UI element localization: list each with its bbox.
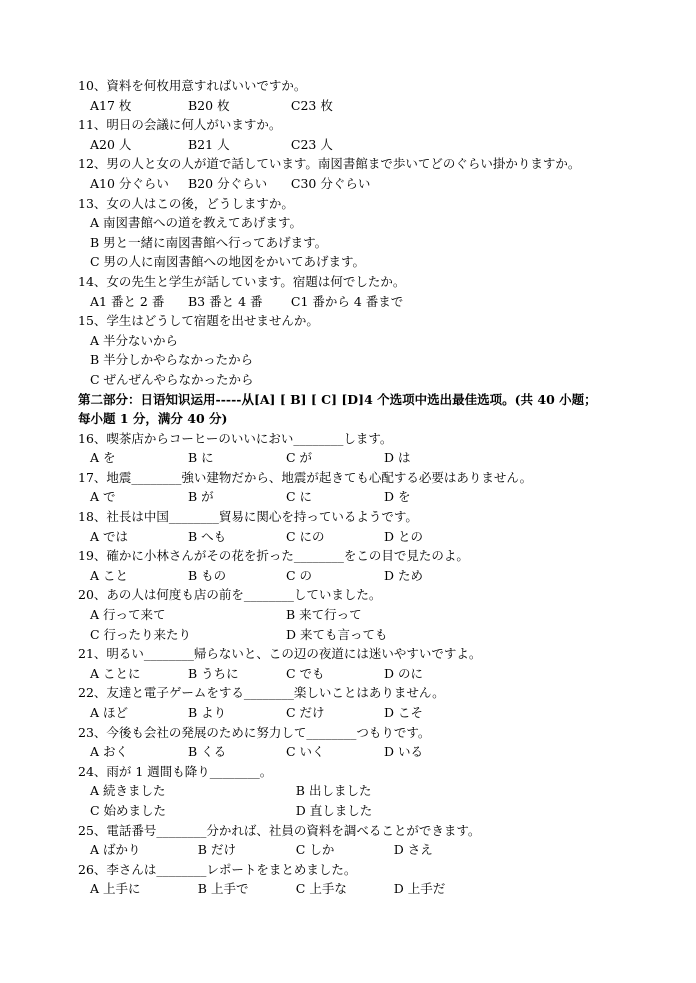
answer-option: A ことに: [90, 665, 141, 681]
question-text: 25、電話番号________分かれば、社員の資料を調べることができます。: [78, 822, 481, 838]
answer-option: C しか: [295, 842, 335, 858]
answer-option: C ぜんぜんやらなかったから: [90, 371, 254, 387]
answer-option: A で: [90, 489, 116, 505]
option-row: [78, 566, 658, 586]
answer-option: D を: [384, 489, 411, 505]
answer-option: C に: [286, 489, 313, 505]
answer-option: A を: [90, 450, 116, 466]
answer-option: A1 番と 2 番: [90, 293, 165, 309]
answer-option: B 来て行って: [286, 607, 362, 623]
answer-option: D との: [384, 528, 423, 544]
answer-option: B 半分しかやらなかったから: [90, 352, 254, 368]
question-text: 12、男の人と女の人が道で話しています。南図書館まで歩いてどのぐらい掛かりますか。: [78, 156, 581, 172]
option-row: [78, 801, 658, 821]
answer-option: C にの: [286, 528, 325, 544]
answer-option: B3 番と 4 番: [188, 293, 263, 309]
answer-option: C 上手な: [295, 881, 347, 897]
answer-option: C でも: [286, 665, 325, 681]
question-text: 20、あの人は何度も店の前を________していました。: [78, 587, 382, 603]
question-text: 21、明るい________帰らないと、この辺の夜道には迷いやすいですよ。: [78, 646, 482, 662]
question-text: 13、女の人はこの後，どうしますか。: [78, 195, 294, 211]
answer-option: A では: [90, 528, 129, 544]
answer-option: C 始めました: [90, 802, 167, 818]
section-heading: 第二部分：日语知识运用-----从[A] [ B] [ C] [D]4 个选项中选出最佳选项。(共 40 小题；: [78, 391, 597, 407]
answer-option: B 上手で: [197, 881, 249, 897]
answer-option: B が: [188, 489, 214, 505]
answer-option: C 行ったり来たり: [90, 626, 192, 642]
option-row: [78, 664, 658, 684]
option-row: [78, 703, 658, 723]
answer-option: A 南図書館への道を教えてあげます。: [90, 215, 303, 231]
answer-option: B に: [188, 450, 214, 466]
answer-option: C いく: [286, 744, 325, 760]
answer-option: B より: [188, 705, 227, 720]
question-text: 15、学生はどうして宿題を出せませんか。: [78, 313, 319, 329]
answer-option: A ほど: [90, 705, 129, 720]
answer-option: A10 分ぐらい: [90, 175, 169, 191]
option-row: [78, 487, 658, 507]
question-text: 14、女の先生と学生が話しています。宿題は何でしたか。: [78, 273, 406, 289]
answer-option: B だけ: [197, 842, 236, 858]
answer-option: B うちに: [188, 665, 239, 681]
option-row: [78, 135, 658, 155]
answer-option: B もの: [188, 567, 227, 583]
option-row: [78, 625, 658, 645]
answer-option: D こそ: [384, 705, 423, 720]
answer-option: B20 分ぐらい: [188, 175, 268, 191]
option-row: [78, 292, 658, 312]
answer-option: A ばかり: [90, 842, 141, 858]
answer-option: D 直しました: [295, 802, 373, 818]
question-text: 22、友達と電子ゲームをする________楽しいことはありません。: [78, 685, 445, 701]
answer-option: A20 人: [90, 136, 132, 152]
answer-option: A 上手に: [90, 881, 141, 897]
answer-option: C の: [286, 567, 313, 583]
answer-option: C 男の人に南図書館への地図をかいてあげます。: [90, 254, 366, 270]
answer-option: B くる: [188, 744, 227, 760]
question-text: 10、資料を何枚用意すればいいですか。: [78, 78, 307, 93]
option-row: [78, 879, 658, 899]
exam-content: [78, 76, 658, 899]
option-row: [78, 605, 658, 625]
question-text: 16、喫茶店からコーヒーのいいにおい________します。: [78, 430, 393, 446]
answer-option: D 来ても言っても: [286, 626, 388, 642]
answer-option: D 上手だ: [393, 881, 446, 897]
option-row: [78, 781, 658, 801]
option-row: [78, 840, 658, 860]
option-row: [78, 448, 658, 468]
option-row: [78, 96, 658, 116]
option-row: [78, 742, 658, 762]
answer-option: D ため: [384, 567, 423, 583]
answer-option: C だけ: [286, 705, 325, 720]
answer-option: B20 枚: [188, 97, 230, 113]
answer-option: A 行って来て: [90, 607, 166, 623]
option-row: [78, 174, 658, 194]
question-text: 23、今後も会社の発展のために努力して________つもりです。: [78, 724, 431, 740]
question-text: 17、地震________強い建物だから、地震が起きても心配する必要はありません。: [78, 469, 533, 485]
answer-option: B へも: [188, 528, 227, 544]
answer-option: B21 人: [188, 136, 230, 152]
answer-option: A おく: [90, 744, 129, 760]
question-text: 18、社長は中国________貿易に関心を持っているようです。: [78, 509, 418, 525]
answer-option: C23 枚: [290, 97, 333, 113]
answer-option: A 続きました: [90, 783, 166, 799]
option-row: [78, 527, 658, 547]
answer-option: D さえ: [393, 842, 433, 858]
answer-option: D は: [384, 450, 411, 466]
question-text: 19、確かに小林さんがその花を折った________をこの目で見たのよ。: [78, 548, 469, 564]
question-text: 26、李さんは________レポートをまとめました。: [78, 861, 357, 877]
answer-option: D いる: [384, 744, 423, 760]
answer-option: D のに: [384, 665, 423, 681]
answer-option: C23 人: [290, 136, 333, 152]
answer-option: C が: [286, 450, 313, 466]
answer-option: B 男と一緒に南図書館へ行ってあげます。: [90, 234, 328, 250]
answer-option: A 半分ないから: [90, 332, 179, 348]
question-text: 11、明日の会議に何人がいますか。: [78, 117, 282, 133]
answer-option: B 出しました: [295, 783, 372, 799]
question-text: 24、雨が 1 週間も降り________。: [78, 763, 273, 779]
answer-option: A こと: [90, 567, 129, 583]
answer-option: C1 番から 4 番まで: [290, 293, 404, 309]
section-heading: 每小题 1 分，满分 40 分): [78, 411, 228, 427]
answer-option: C30 分ぐらい: [290, 175, 371, 191]
answer-option: A17 枚: [90, 97, 132, 113]
